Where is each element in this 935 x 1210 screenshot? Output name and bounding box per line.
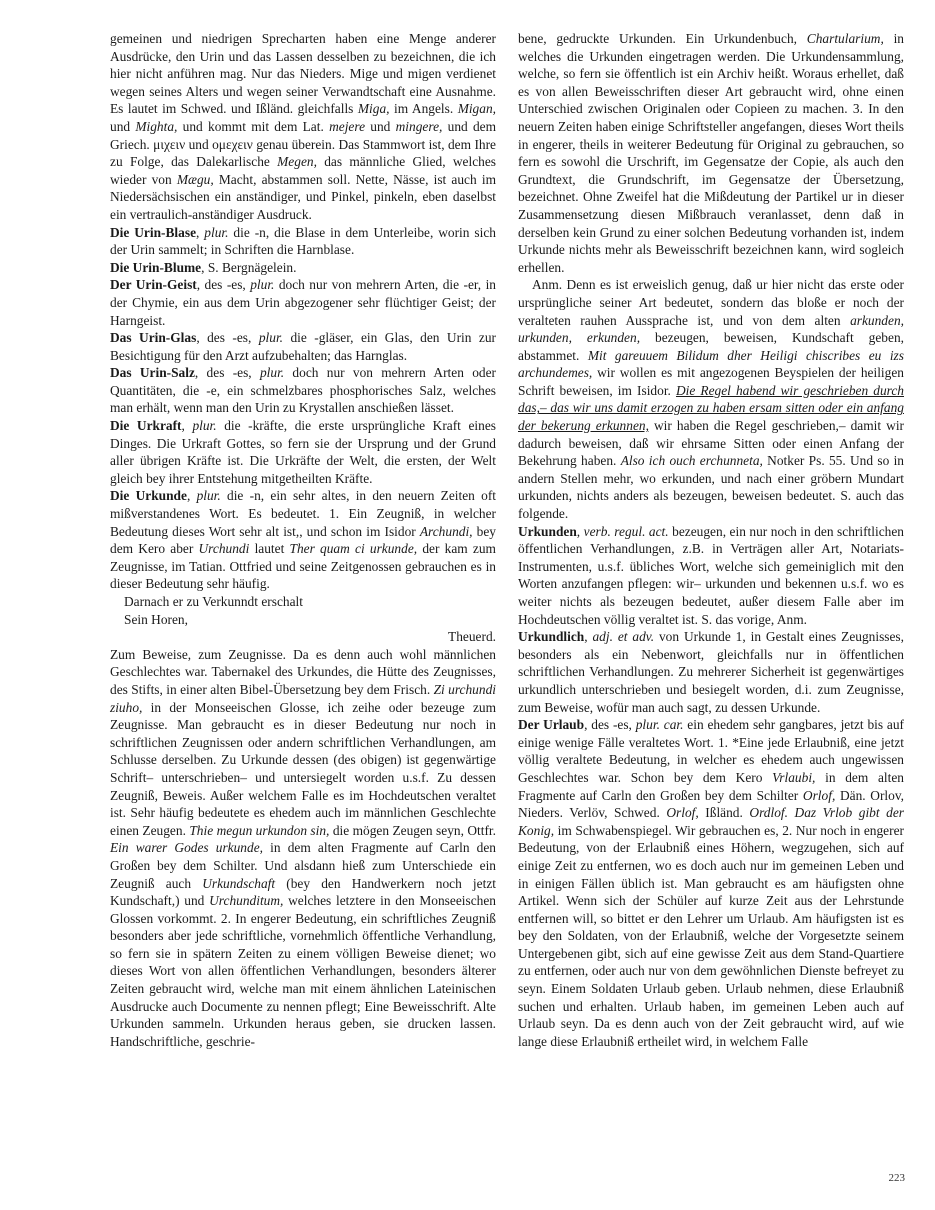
left-column [110,30,496,1050]
entry-paragraph [518,30,904,276]
body-text: , [181,418,193,434]
italic-text: plur. [196,488,221,504]
entry-paragraph [518,716,904,1050]
body-text: bey dem Kero aber [110,523,496,557]
italic-text: plur. [250,277,275,293]
body-text: Ißländ. [698,805,750,821]
italic-text: plur. [258,330,284,346]
body-text: in dem alten Fragmente auf Carln den Großen bey dem Schilter [518,769,904,803]
entry-paragraph [110,329,496,364]
entry-paragraph [518,523,904,629]
body-text: wir wollen es mit angezogenen Beyspielen der heiligen Schrift beweisen, im Isidor. [518,365,904,398]
italic-text: Megen, [277,154,317,170]
body-text: , [196,224,205,240]
headword: Die Urkraft [110,418,182,434]
entry-paragraph [110,276,496,329]
entry-paragraph [110,417,496,487]
body-text: (bey den Handwerkern noch jetzt Kundschaft,) und [110,875,496,909]
headword: Urkundlich [518,629,585,645]
headword: Die Urin-Blase [110,224,197,240]
body-text: bene, gedruckte Urkunden. Ein Urkundenbuch, [518,31,807,46]
italic-text: Ther quam ci urkunde, [289,541,418,557]
body-text: , des -es, [196,330,259,346]
italic-text: Mit gareuuem Bilidum dher Heiligi chiscribes eu izs archundemes, [518,347,904,381]
body-text: und dem Griech. μιχειν und ομεχειν genau überein. Das Stammwort ist, dem Ihre zu Folge, das Dalekarlische [110,118,497,170]
right-column [518,30,904,1050]
italic-text: Mægu, [176,171,214,187]
entry-paragraph [110,487,496,593]
body-text: in der Monseeischen Glosse, ich zeihe oder bezeuge zum Zeugnisse. Man gebraucht es in dieser Bedeutung nur noch in schriftlichen Zeugnissen oder andern schriftlichen Verhandlungen, am Schlusse derselben. Zu Urkunde dessen (des obigen) ist gegenwärtige Schrift– unterschrieben– und untersiegelt worden u.s.f. Zu dessen Zeugniß, Beweis. Außer welchem Falle es im Hochdeutschen veraltet ist. Sehr häufig bedeutete es ehedem auch im männlichen Geschlechte einen Zeugen. [110,699,496,838]
italic-text: Urkundschaft [202,875,276,891]
italic-text: mingere, [395,118,443,134]
body-text: und [110,118,136,134]
headword: Das Urin-Salz [110,365,195,381]
italic-text: arkunden, urkunden, erkunden, [518,312,904,346]
underlined-italic-text: Die Regel habend wir geschrieben durch das,– das wir uns damit erzogen zu haben ersam sitten oder ein anfang der bekerung erkunnen, [518,382,904,434]
verse-line [110,593,496,611]
body-text: , des -es, [196,277,251,293]
body-text: , [584,629,593,645]
italic-text: Ordlof. Daz Vrlob gibt der Konig, [518,805,904,838]
body-text: Sein Horen, [124,611,188,627]
italic-text: adj. et adv. [592,629,655,645]
headword: Das Urin-Glas [110,330,197,346]
body-text: Macht, abstammen soll. Nette, Nässe, ist auch im Niedersächsischen ein anständiger, und Pinkel, pinkeln, eben daselbst ein vertraulich-anständiger Ausdruck. [110,171,496,222]
body-text: gemeinen und niedrigen Sprecharten haben eine Menge anderer Ausdrücke, den Urin und das Lassen desselben zu bezeichnen, die ich hier nicht anführen mag. Nur das Nieders. Mige und migen verdienet wegen seines Alters und wegen seiner Verwandtschaft eine Ausnahme. Es lautet im Schwed. und Ißländ. gleichfalls [110,31,496,117]
italic-text: Chartularium, [806,31,884,46]
entry-paragraph [110,646,496,1051]
entry-paragraph [110,259,496,277]
italic-text: plur. [259,365,285,381]
body-text: Zum Beweise, zum Zeugnisse. Da es denn auch wohl männlichen Geschlechtes war. Tabernakel des Urkundes, die Hütte des Zeugnisses, des Stifts, in einer alten Bibel-Übersetzung bey dem Frisch. [110,646,496,697]
headword: Der Urin-Geist [110,277,197,293]
italic-text: verb. regul. act. [583,523,669,539]
entry-paragraph [518,628,904,716]
body-text: Theuerd. [448,629,496,645]
italic-text: Ein warer Godes urkunde, [110,840,263,856]
body-text: die -kräfte, die erste ursprüngliche Kraft eines Dinges. Die Urkraft Gottes, so fern sie der Ursprung und der Grund aller übrigen Kräfte ist. Die Urkräfte der Welt, die ersten, der Welt gleich bey ihrer Entstehung mitgetheilten Kräfte. [110,418,496,486]
body-text: Anm. Denn es ist erweislich genug, daß ur hier nicht das erste oder ursprüngliche seiner Art bedeutet, sondern das bloße er noch der veralteten rauhen Aussprache ist, und von dem alten [518,277,904,328]
body-text: und kommt mit dem Lat. [177,118,330,134]
body-text: doch nur von mehrern Arten oder Quantitäten, die -e, ein schmelzbares phosphorisches Salz, welches man erhält, wenn man den Urin zu Krystallen anschießen lässet. [110,365,496,416]
headword: Die Urkunde [110,488,187,504]
italic-text: Thie megun urkundon sin, [189,822,330,838]
italic-text: Migan, [457,101,496,117]
body-text: Dän. Orlov, Nieders. Verlöv, Schwed. [518,787,904,821]
body-text: ein ehedem sehr gangbares, jetzt bis auf einige wenige Fälle veraltetes Wort. 1. *Eine jede Erlaubniß, eine jetzt völlig veraltete Bedeutung, in welcher es ehedem auch ungewissen Geschlechtes war. Schon bey dem Kero [518,717,904,785]
headword: Urkunden [518,523,577,539]
body-text: , S. Bergnägelein. [201,259,297,275]
entry-paragraph [110,224,496,259]
body-text: , des -es, [194,365,260,381]
italic-text: Urchundi [198,541,250,557]
body-text: die -n, die Blase in dem Unterleibe, worin sich der Urin sammelt; in Schriften die Harnblase. [110,224,496,258]
italic-text: Also ich ouch erchunneta, [620,453,763,469]
body-text: bezeugen, ein nur noch in den schriftlichen öffentlichen Verhandlungen, z.B. in Verträgen aller Art, Notariats-Instrumenten, u.s.f. übliches Wort, welche sich gemeiniglich mit den Worten anzufangen pflegen: wir– urkunden und bekennen u.s.f. wo es weiter nichts als bezeugen bedeutet, außer diesem Falle aber im Hochdeutschen völlig veraltet ist. S. das vorige, Anm. [518,523,904,627]
body-text: im Schwabenspiegel. Wir gebrauchen es, 2. Nur noch in engerer Bedeutung, von der Erlaubniß eines Höhern, wegzugehen, sich auf einige Zeit zu entfernen, wo es doch auch nur im gemeinen Leben und in einigen Fällen üblich ist. Man gebraucht es am häufigsten ohne Artikel. Wenn sich der Schüler auf kurze Zeit aus der Lehrstunde entfernen will, so bittet er den Lehrer um Urlaub. Am häufigsten ist es bey den Soldaten, von der Erlaubniß, welche der Vorgesetzte seinem Untergebenen gibt, sich auf eine gewisse Zeit aus dem Stand-Quartiere zu entfernen, oder auch nur von dem gewöhnlichen Dienste befreyet zu seyn. Einem Soldaten Urlaub geben. Urlaub nehmen, diese Erlaubniß suchen und erhalten. Urlaub haben, im gemeinen Leben auch auf Urlaub seyn. Da es denn auch von der Zeit gebraucht wird, auf wie lange diese Erlaubniß ertheilet wird, in welchem Falle [518,822,904,1049]
body-text: , [576,523,584,539]
body-text: in dem alten Fragmente auf Carln den Großen bey dem Schilter. Und alsdann hieß zum Unterschiede ein Zeugniß auch [110,840,497,891]
italic-text: Miga, [357,101,390,117]
italic-text: Zi urchundi ziuho, [110,681,496,715]
italic-text: mejere [329,118,366,134]
italic-text: plur. [192,418,217,434]
italic-text: Orlof, [802,787,836,803]
italic-text: Mighta, [135,118,178,134]
body-text: die -n, ein sehr altes, in den neuern Zeiten oft mißverstandenes Wort. Es bedeutet. 1. Ein Zeugniß, in welcher Bedeutung dieses Wort sehr alt ist,, und schon im Isidor [110,488,497,539]
body-text: wir haben die Regel geschrieben,– damit wir dadurch beweisen, daß wir ehrsame Sitten oder einen Anfang der Bekehrung haben. [518,418,904,469]
headword: Die Urin-Blume [110,259,202,275]
body-text: im Angels. [389,101,458,117]
body-text: Notker Ps. 55. Und so in andern Stellen mehr, wo erkunden, und nach einer gröbern Mundart urkunden, nichts anders als bezeugen, beweisen bedeutet. S. auch das folgende. [518,453,904,522]
body-text: bezeugen, beweisen, Kundschaft geben, abstammet. [518,330,904,363]
body-text: , des -es, [584,717,636,733]
body-text: , [186,488,197,504]
entry-paragraph [110,364,496,417]
italic-text: Vrlaubi, [772,769,816,785]
body-text: das männliche Glied, welches wieder von [110,154,496,187]
entry-paragraph [518,276,904,522]
italic-text: Urchunditum, [209,893,284,909]
entry-paragraph [110,30,496,224]
page-number: 223 [888,1172,905,1184]
body-text: die mögen Zeugen seyn, Ottfr. [329,822,496,838]
body-text: und [365,118,396,134]
body-text: die -gläser, ein Glas, den Urin zur Besichtigung für den Arzt aufzubehalten; das Harnglas. [110,330,496,363]
italic-text: Archundi, [419,523,473,539]
italic-text: plur. [204,224,229,240]
body-text: doch nur von mehrern Arten, die -er, in der Chymie, ein aus dem Urin abgezogener sehr flüchtiger Geist; der Harngeist. [110,277,497,328]
verse-line [110,611,496,629]
body-text: welches letztere in den Monseeischen Glossen vorkommt. 2. In engerer Bedeutung, ein schriftliches Zeugniß besonders aber jede schriftliche, vornehmlich öffentliche Verhandlung, so fern sie in spätern Zeiten zu einem völligen Beweise dienet; wo dieses Wort von allen öffentlichen Verhandlungen, besonders älterer Zeiten gebraucht wird, welche man mit einem ähnlichen Lateinischen Ausdrucke auch Documente zu nennen pflegt; Eine Beweisschrift. Alte Urkunden sammeln. Urkunden heraus geben, sie drucken lassen. Handschriftliche, geschrie- [110,893,496,1049]
body-text: in welches die Urkunden eingetragen werden. Die Urkundensammlung, welche, so fern sie öffentlich ist ein Archiv heißt. Woraus erhellet, daß es von allen Beweisschriften dieser Art gebraucht wird, ohne einen Unterschied zwischen Originalen oder Copieen zu machen. 3. In den neuern Zeiten haben einige Schriftsteller angefangen, dieses Wort theils in engerer, theils in weiterer Bedeutung für Original zu gebrauchen, so fern es sowohl die Urschrift, im Gegensatze der Copie, als auch den Grundtext, die Grundschrift, im Gegensatze der Übersetzung, bezeichnet. Ohne Zweifel hat die Mißdeutung der Partikel ur in dieser Zusammensetzung diesen Mißbrauch veranlasset, denn daß in derselben kein Grund zu einer solchen Bedeutung vorhanden ist, indem Urkunde nichts mehr als Beweisschrift bezeichnen kann, wird sogleich erhellen. [518,31,905,275]
body-text: lautet [249,541,290,557]
italic-text: Orlof, [666,805,699,821]
body-text: Darnach er zu Verkunndt erschalt [124,594,303,609]
body-text: von Urkunde 1, in Gestalt eines Zeugnisses, besonders als ein Nebenwort, gleichfalls nur in öffentlichen schriftlichen Verhandlungen. Zu mehrerer Sicherheit ist gegenwärtiges urkundlich unterschrieben und besiegelt worden, d.i. zum Zeugnisse, zum Beweise, wofür man auch sagt, zu dessen Urkunde. [518,629,904,715]
headword: Der Urlaub [518,717,585,733]
verse-line [110,628,496,646]
italic-text: plur. car. [635,717,684,733]
body-text: der kam zum Zeugnisse, im Tatian. Ottfried und seine Zeitgenossen gebrauchen es in dieser Bedeutung sehr häufig. [110,541,496,592]
